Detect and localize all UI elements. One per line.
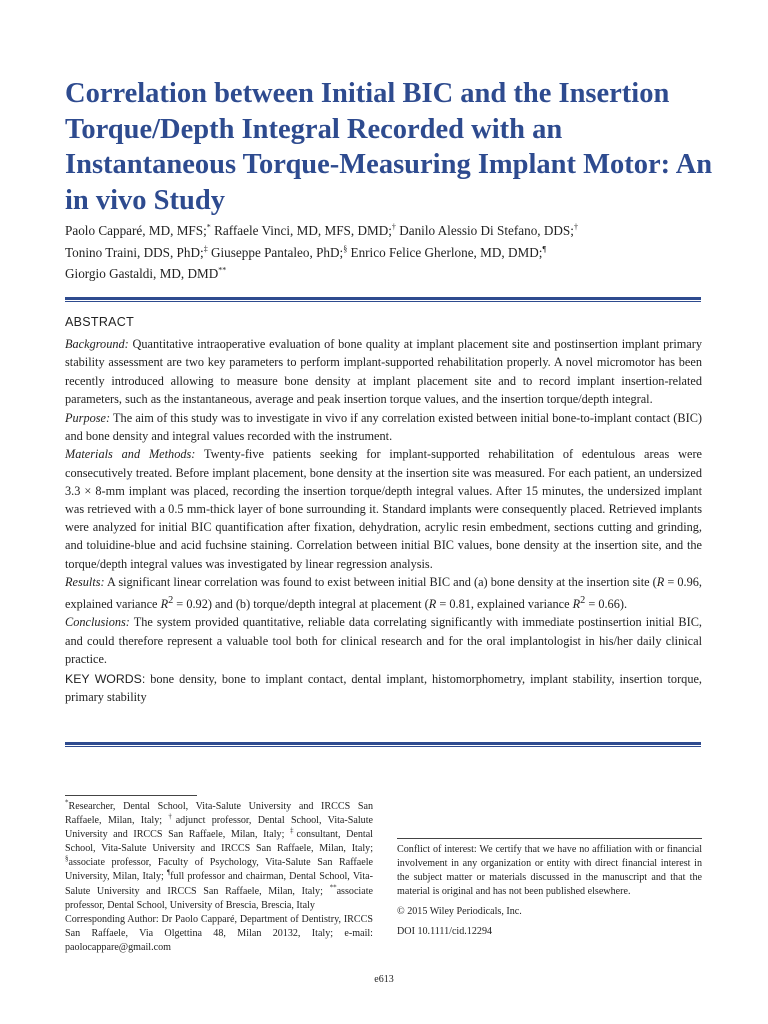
correspondence: Corresponding Author: Dr Paolo Capparé, Department of Dentistry, IRCCS San Raffaele, Via Olgettina 48, Milan 20132, Italy; e-mail: paolocappare@gmail.com — [65, 913, 373, 953]
abstract-heading: ABSTRACT — [65, 315, 135, 329]
results-label: Results: — [65, 575, 105, 590]
background-text: Quantitative intraoperative evaluation of bone quality at implant placement site and postinsertion implant primary stability assessment are two key parameters to perform implant-supported rehabilitation properly. A novel micromotor has been recently introduced allowing to measure bone density at implant placement site and to record implant insertion-related parameters, such as the instantaneous, average and peak insertion torque values, and the insertion torque/depth integral. — [65, 337, 703, 406]
purpose-text: The aim of this study was to investigate in vivo if any correlation existed between initial bone-to-implant contact (BIC) and bone density and integral values recorded with the instrument. — [65, 410, 702, 443]
page-number: e613 — [374, 974, 394, 985]
results-text-e: = 0.66). — [585, 596, 628, 611]
r2-symbol: R — [572, 596, 581, 611]
abstract — [65, 313, 702, 707]
r2-sup: 2 — [168, 594, 174, 606]
results-text-a: A significant linear correlation was found to exist between initial BIC and (a) bone density at the insertion site ( — [107, 575, 657, 590]
conclusions-label: Conclusions: — [65, 615, 130, 630]
r-symbol: R — [428, 596, 437, 611]
keywords-text: bone density, bone to implant contact, dental implant, histomorphometry, implant stability, insertion torque, primary stability — [65, 671, 703, 705]
affiliation-mark: ‡ — [289, 826, 297, 835]
r2-symbol: R — [160, 596, 169, 611]
author: Raffaele Vinci, MD, MFS, DMD; — [214, 223, 392, 238]
abstract-methods — [65, 445, 702, 572]
affiliation: consultant, Dental School, Vita-Salute University and IRCCS San Raffaele, Milan, Italy; — [65, 829, 373, 855]
author-mark: § — [343, 244, 348, 254]
affiliation-mark: † — [168, 812, 176, 821]
top-divider-thin — [65, 301, 701, 302]
affiliation: associate professor, Faculty of Psychology, Vita-Salute San Raffaele University, Milan, Italy; — [65, 857, 373, 883]
author-mark: ** — [218, 265, 227, 275]
r2-sup: 2 — [580, 594, 586, 606]
author: Paolo Capparé, MD, MFS; — [65, 223, 207, 238]
top-divider — [65, 297, 701, 300]
keywords-label: KEY WORDS: — [65, 671, 146, 686]
affiliation: associate professor, Dental School, University of Brescia, Brescia, Italy — [65, 885, 373, 911]
conflict-of-interest: Conflict of interest: We certify that we have no affiliation with or financial involvement in any organization or entity with direct financial interest in the subject matter or materials discussed in the manuscript and that the material is original and has not been published elsewhere. — [397, 844, 702, 898]
r-symbol: R — [656, 575, 665, 590]
conflict-footnote — [397, 843, 702, 946]
affiliation-mark: ** — [329, 883, 337, 892]
affiliations-rule — [65, 795, 197, 796]
author: Danilo Alessio Di Stefano, DDS; — [399, 223, 574, 238]
purpose-label: Purpose: — [65, 410, 111, 425]
author-list — [65, 220, 715, 285]
affiliation-mark: * — [65, 798, 69, 807]
affiliation-mark: ¶ — [167, 869, 171, 878]
methods-label: Materials and Methods: — [65, 447, 196, 462]
affiliation: full professor and chairman, Dental School, Vita-Salute University and IRCCS San Raffaele, Milan, Italy; — [65, 871, 373, 897]
background-label: Background: — [65, 337, 129, 352]
abstract-background — [65, 335, 702, 408]
author-mark: ¶ — [542, 244, 547, 254]
article-title: Correlation between Initial BIC and the Insertion Torque/Depth Integral Recorded with an Instantaneous Torque-Measuring Implant Motor: An in vivo Study — [65, 78, 713, 216]
conclusions-text: The system provided quantitative, reliable data correlating significantly with immediate postinsertion initial BIC, and could therefore represent a valuable tool both for clinical research and for the oral implantologist in his/her daily clinical practice. — [65, 615, 702, 666]
keywords — [65, 670, 702, 706]
copyright: © 2015 Wiley Periodicals, Inc. — [397, 906, 522, 918]
abstract-results — [65, 573, 702, 613]
affiliations-text — [65, 798, 373, 911]
affiliation-mark: § — [65, 855, 69, 864]
affiliation: adjunct professor, Dental School, Vita-Salute University and IRCCS San Raffaele, Milan, Italy; — [65, 815, 373, 841]
bottom-divider-thin — [65, 746, 701, 747]
author: Enrico Felice Gherlone, MD, DMD; — [350, 244, 543, 260]
doi: DOI 10.1111/cid.12294 — [397, 926, 493, 938]
bottom-divider — [65, 742, 701, 745]
results-text-d: = 0.81, explained variance — [436, 596, 573, 611]
methods-text: Twenty-five patients seeking for implant-supported rehabilitation of edentulous areas were consecutively treated. Before implant placement, bone density at the insertion site was measured. For each patient, an undersized 3.3 × 8-mm implant was placed, recording the insertion torque/depth integral values. After 15 minutes, the undersized implant was retrieved with a 0.5 mm-thick layer of bone surrounding it. Standard implants were consequently placed. Retrieved implants were analyzed for initial BIC quantification after fixation, dehydration, acrylic resin embedment, sections cutting and grinding, and toluidine-blue and acid fuchsine staining. Correlation between initial BIC values, bone density at the insertion site, and the torque/depth integral values was investigated by linear regression analysis. — [65, 447, 703, 571]
author-mark: † — [573, 222, 578, 232]
author: Tonino Traini, DDS, PhD; — [65, 244, 204, 260]
results-text-c: = 0.92) and (b) torque/depth integral at placement ( — [173, 596, 429, 611]
author: Giuseppe Pantaleo, PhD; — [210, 244, 344, 260]
affiliations-footnote — [65, 800, 373, 955]
abstract-conclusions — [65, 613, 702, 668]
results-text-b: = 0.96, explained variance — [65, 575, 702, 611]
author-mark: † — [391, 222, 396, 232]
abstract-purpose — [65, 409, 702, 445]
conflict-rule — [397, 838, 702, 839]
affiliation: Researcher, Dental School, Vita-Salute University and IRCCS San Raffaele, Milan, Italy; — [65, 801, 373, 827]
author: Giorgio Gastaldi, MD, DMD — [65, 266, 219, 281]
author-mark: * — [206, 222, 211, 232]
author-mark: ‡ — [203, 244, 208, 254]
